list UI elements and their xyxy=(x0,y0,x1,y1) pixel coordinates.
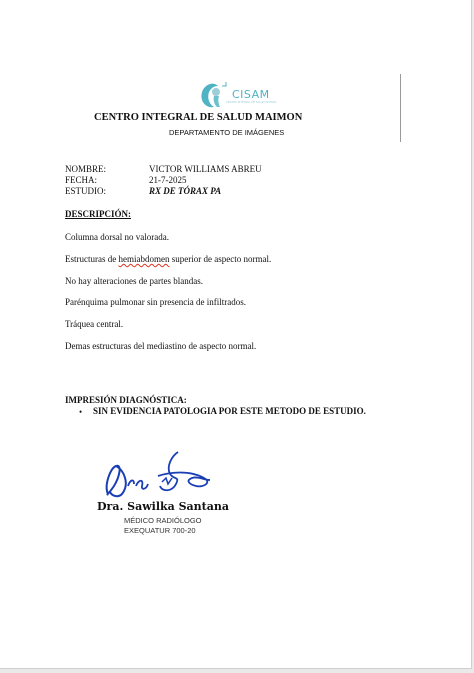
doctor-name: Dra. Sawilka Santana xyxy=(97,500,229,513)
logo-emblem-icon xyxy=(196,80,232,112)
spellcheck-word: hemiabdomen xyxy=(118,254,170,264)
department-title: DEPARTAMENTO DE IMÁGENES xyxy=(169,128,285,137)
name-value: VICTOR WILLIAMS ABREU xyxy=(149,164,262,174)
finding-line: No hay alteraciones de partes blandas. xyxy=(65,276,203,286)
cisam-logo xyxy=(196,80,276,112)
date-value: 21-7-2025 xyxy=(149,175,187,185)
impression-title: IMPRESIÓN DIAGNÓSTICA: xyxy=(65,395,187,405)
institution-title: CENTRO INTEGRAL DE SALUD MAIMON xyxy=(94,112,303,123)
finding-line: Demas estructuras del mediastino de aspecto normal. xyxy=(65,341,257,351)
bullet-icon: • xyxy=(79,407,83,417)
logo-text: CISAM xyxy=(232,88,270,101)
finding-line: Tráquea central. xyxy=(65,319,124,329)
study-label: ESTUDIO: xyxy=(65,186,106,196)
impression-item: SIN EVIDENCIA PATOLOGIA POR ESTE METODO DE ESTUDIO. xyxy=(93,406,366,416)
date-label: FECHA: xyxy=(65,175,98,185)
margin-rule xyxy=(400,74,401,142)
finding-text: superior de aspecto normal. xyxy=(169,254,272,264)
signature-icon xyxy=(100,446,220,506)
doctor-role: MÉDICO RADIÓLOGO xyxy=(124,516,202,525)
finding-text: Estructuras de xyxy=(65,254,119,264)
finding-line: Columna dorsal no valorada. xyxy=(65,232,169,242)
description-title: DESCRIPCIÓN: xyxy=(65,209,132,219)
finding-line: Parénquima pulmonar sin presencia de infiltrados. xyxy=(65,297,246,307)
finding-line xyxy=(65,254,271,264)
name-label: NOMBRE: xyxy=(65,164,107,174)
logo-subtext: CENTRO INTEGRAL DE SALUD MAIMON xyxy=(226,101,277,104)
study-value: RX DE TÓRAX PA xyxy=(149,186,222,196)
doctor-license: EXEQUATUR 700-20 xyxy=(124,526,196,535)
